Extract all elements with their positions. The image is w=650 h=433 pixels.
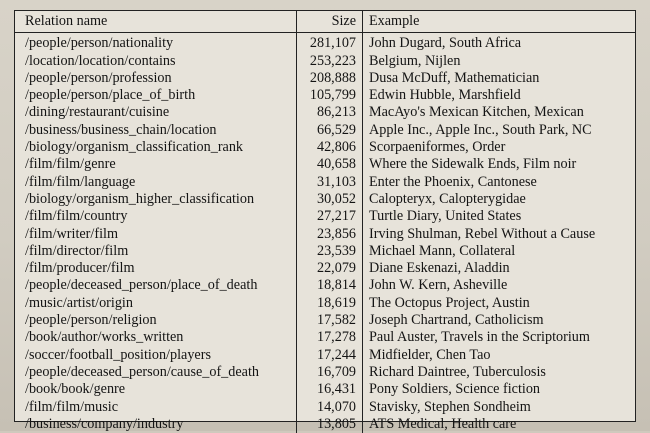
cell-example: Richard Daintree, Tuberculosis bbox=[369, 363, 546, 380]
cell-example: Calopteryx, Calopterygidae bbox=[369, 190, 526, 207]
cell-size: 42,806 bbox=[297, 139, 363, 156]
cell-size: 14,070 bbox=[297, 399, 363, 416]
cell-size: 281,107 bbox=[297, 33, 363, 53]
table-row bbox=[15, 260, 635, 277]
cell-size: 31,103 bbox=[297, 174, 363, 191]
header-size: Size bbox=[297, 11, 363, 33]
relations-table bbox=[15, 11, 635, 433]
table-row bbox=[15, 87, 635, 104]
header-example: Example bbox=[363, 11, 636, 33]
cell-example: ATS Medical, Health care bbox=[369, 415, 517, 432]
cell-example: Edwin Hubble, Marshfield bbox=[369, 87, 521, 104]
cell-relation-name: /people/person/nationality bbox=[25, 35, 174, 52]
cell-example: John Dugard, South Africa bbox=[369, 35, 522, 52]
cell-example: Dusa McDuff, Mathematician bbox=[369, 69, 540, 86]
cell-size: 13,805 bbox=[297, 416, 363, 433]
table-row bbox=[15, 243, 635, 260]
table-row bbox=[15, 208, 635, 225]
cell-example: Midfielder, Chen Tao bbox=[369, 346, 491, 363]
cell-size: 17,278 bbox=[297, 329, 363, 346]
cell-example: Belgium, Nijlen bbox=[369, 52, 461, 69]
cell-example: Turtle Diary, United States bbox=[369, 208, 522, 225]
cell-size: 208,888 bbox=[297, 70, 363, 87]
table-row bbox=[15, 226, 635, 243]
table-row bbox=[15, 329, 635, 346]
cell-relation-name: /business/company/industry bbox=[25, 415, 184, 432]
cell-size: 18,814 bbox=[297, 277, 363, 294]
cell-relation-name: /film/writer/film bbox=[25, 225, 118, 242]
cell-size: 27,217 bbox=[297, 208, 363, 225]
table-header-row bbox=[15, 11, 635, 33]
cell-size: 105,799 bbox=[297, 87, 363, 104]
table-row bbox=[15, 364, 635, 381]
cell-relation-name: /film/director/film bbox=[25, 242, 129, 259]
cell-size: 86,213 bbox=[297, 104, 363, 121]
table-row bbox=[15, 174, 635, 191]
cell-example: Paul Auster, Travels in the Scriptorium bbox=[369, 329, 590, 346]
cell-relation-name: /location/location/contains bbox=[25, 52, 176, 69]
cell-example: Michael Mann, Collateral bbox=[369, 242, 516, 259]
cell-example: MacAyo's Mexican Kitchen, Mexican bbox=[369, 104, 584, 121]
cell-size: 17,582 bbox=[297, 312, 363, 329]
cell-size: 17,244 bbox=[297, 347, 363, 364]
cell-relation-name: /biology/organism_higher_classification bbox=[25, 190, 255, 207]
cell-example: Joseph Chartrand, Catholicism bbox=[369, 312, 544, 329]
table-row bbox=[15, 104, 635, 121]
cell-size: 66,529 bbox=[297, 122, 363, 139]
cell-relation-name: /music/artist/origin bbox=[25, 294, 133, 311]
cell-example: John W. Kern, Asheville bbox=[369, 277, 508, 294]
cell-relation-name: /book/author/works_written bbox=[25, 329, 184, 346]
cell-size: 23,539 bbox=[297, 243, 363, 260]
header-relation-name: Relation name bbox=[15, 11, 297, 33]
cell-example: Scorpaeniformes, Order bbox=[369, 139, 506, 156]
cell-relation-name: /biology/organism_classification_rank bbox=[25, 139, 244, 156]
table-row bbox=[15, 156, 635, 173]
cell-example: Pony Soldiers, Science fiction bbox=[369, 381, 541, 398]
cell-relation-name: /people/person/religion bbox=[25, 312, 157, 329]
table-row bbox=[15, 191, 635, 208]
table-row bbox=[15, 381, 635, 398]
cell-size: 253,223 bbox=[297, 53, 363, 70]
cell-relation-name: /film/film/country bbox=[25, 208, 128, 225]
cell-relation-name: /people/person/place_of_birth bbox=[25, 87, 196, 104]
cell-example: Diane Eskenazi, Aladdin bbox=[369, 260, 510, 277]
table-row bbox=[15, 347, 635, 364]
cell-example: Apple Inc., Apple Inc., South Park, NC bbox=[369, 121, 592, 138]
cell-size: 30,052 bbox=[297, 191, 363, 208]
table-row bbox=[15, 416, 635, 433]
table-row bbox=[15, 277, 635, 294]
cell-example: Stavisky, Stephen Sondheim bbox=[369, 398, 531, 415]
table-row bbox=[15, 70, 635, 87]
cell-relation-name: /people/deceased_person/cause_of_death bbox=[25, 363, 259, 380]
cell-example: Enter the Phoenix, Cantonese bbox=[369, 173, 537, 190]
cell-relation-name: /people/deceased_person/place_of_death bbox=[25, 277, 258, 294]
cell-relation-name: /film/film/genre bbox=[25, 156, 116, 173]
cell-relation-name: /dining/restaurant/cuisine bbox=[25, 104, 170, 121]
cell-example: The Octopus Project, Austin bbox=[369, 294, 530, 311]
table-row bbox=[15, 33, 635, 53]
table-body bbox=[15, 33, 635, 433]
cell-relation-name: /soccer/football_position/players bbox=[25, 346, 211, 363]
cell-size: 16,709 bbox=[297, 364, 363, 381]
cell-relation-name: /people/person/profession bbox=[25, 69, 172, 86]
cell-size: 40,658 bbox=[297, 156, 363, 173]
cell-size: 22,079 bbox=[297, 260, 363, 277]
cell-relation-name: /book/book/genre bbox=[25, 381, 126, 398]
table-row bbox=[15, 122, 635, 139]
cell-relation-name: /film/film/music bbox=[25, 398, 119, 415]
cell-relation-name: /film/producer/film bbox=[25, 260, 135, 277]
table-row bbox=[15, 53, 635, 70]
cell-size: 23,856 bbox=[297, 226, 363, 243]
cell-size: 18,619 bbox=[297, 295, 363, 312]
cell-relation-name: /film/film/language bbox=[25, 173, 136, 190]
table-row bbox=[15, 139, 635, 156]
table-row bbox=[15, 399, 635, 416]
cell-example: Where the Sidewalk Ends, Film noir bbox=[369, 156, 577, 173]
cell-relation-name: /business/business_chain/location bbox=[25, 121, 217, 138]
cell-size: 16,431 bbox=[297, 381, 363, 398]
table-row bbox=[15, 312, 635, 329]
relations-table-frame bbox=[14, 10, 636, 432]
cell-example: Irving Shulman, Rebel Without a Cause bbox=[369, 225, 596, 242]
table-row bbox=[15, 295, 635, 312]
